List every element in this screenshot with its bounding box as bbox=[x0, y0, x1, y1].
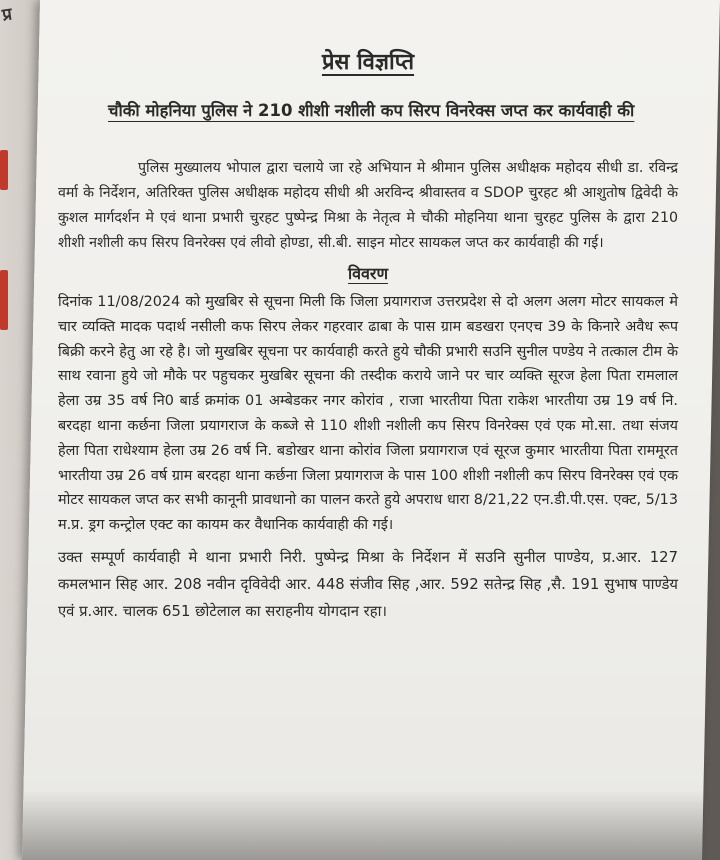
document-content bbox=[58, 40, 678, 625]
red-edge-mark bbox=[0, 150, 8, 190]
press-release-heading: प्रेस विज्ञप्ति bbox=[321, 50, 415, 75]
details-paragraph: दिनांक 11/08/2024 को मुखबिर से सूचना मिली कि जिला प्रयागराज उत्तरप्रदेश से दो अलग अलग मोटर सायकल मे चार व्यक्ति मादक पदार्थ नसीली कफ सिरप लेकर गहरवार ढाबा के पास ग्राम बडखरा एनएच 39 के किनारे अवैध रूप बिक्री करने हेतु आ रहे है। जो मुखबिर सूचना पर कार्यवाही करते हुये चौकी प्रभारी सउनि सुनील पण्डेय ने तत्काल टीम के साथ रवाना हुये जो मौके पर पहुचकर मुखबिर सूचना की तस्दीक कराये जाने पर चार व्यक्ति सूरज हेला पिता रामलाल हेला उम्र 35 वर्ष नि0 बार्ड क्रमांक 01 अम्बेडकर नगर कोरांव , राजा भारतीया पिता राकेश भारतीया उम्र 19 वर्ष नि. बरदहा थाना कर्छना जिला प्रयागराज के कब्जे से 110 शीशी नशीली कप सिरप विनरेक्स एवं एक मो.सा. तथा संजय हेला पिता राधेश्याम हेला उम्र 26 वर्ष नि. बडोखर थाना कोरांव जिला प्रयागराज एवं सूरज कुमार भारतीया पिता राममूरत भारतीया उम्र 26 वर्ष ग्राम बरदहा थाना कर्छना जिला प्रयागराज के पास 100 शीशी नशीली कप सिरप विनरेक्स एवं एक मोटर सायकल जप्त कर सभी कानूनी प्रावधानो का पालन करते हुये अपराध धारा 8/21,22 एन.डी.पी.एस. एक्ट, 5/13 म.प्र. ड्रग कन्ट्रोल एक्ट का कायम कर वैधानिक कार्यवाही की गई। bbox=[58, 294, 678, 534]
corner-fragment-text: प्र bbox=[0, 4, 14, 26]
red-edge-mark bbox=[0, 270, 8, 330]
details-heading: विवरण bbox=[347, 264, 389, 283]
intro-paragraph: पुलिस मुख्यालय भोपाल द्वारा चलाये जा रहे अभियान मे श्रीमान पुलिस अधीक्षक महोदय सीधी डा. रविन्द्र वर्मा के निर्देशन, अतिरिक्त पुलिस अधीक्षक महोदय सीधी श्री अरविन्द श्रीवास्तव व SDOP चुरहट श्री आशुतोष द्विवेदी के कुशल मार्गदर्शन मे एवं थाना प्रभारी चुरहट पुष्पेन्द्र मिश्रा के नेतृत्व मे चौकी मोहनिया थाना चुरहट पुलिस के द्वारा 210 शीशी नशीली कप सिरप विनरेक्स एवं लीवो होण्डा, सी.बी. साइन मोटर सायकल जप्त कर कार्यवाही की गई। bbox=[58, 160, 678, 251]
closing-paragraph: उक्त सम्पूर्ण कार्यवाही मे थाना प्रभारी निरी. पुष्पेन्द्र मिश्रा के निर्देशन में सउनि सुनील पाण्डेय, प्र.आर. 127 कमलभान सिह आर. 208 नवीन दृविवेदी आर. 448 संजीव सिह ,आर. 592 सतेन्द्र सिह ,सै. 191 सुभाष पाण्डेय एवं प्र.आर. चालक 651 छोटेलाल का सराहनीय योगदान रहा। bbox=[58, 548, 678, 620]
page-shadow bbox=[22, 790, 703, 860]
subject-line: चौकी मोहनिया पुलिस ने 210 शीशी नशीली कप सिरप विनरेक्स जप्त कर कार्यवाही की bbox=[108, 101, 635, 120]
